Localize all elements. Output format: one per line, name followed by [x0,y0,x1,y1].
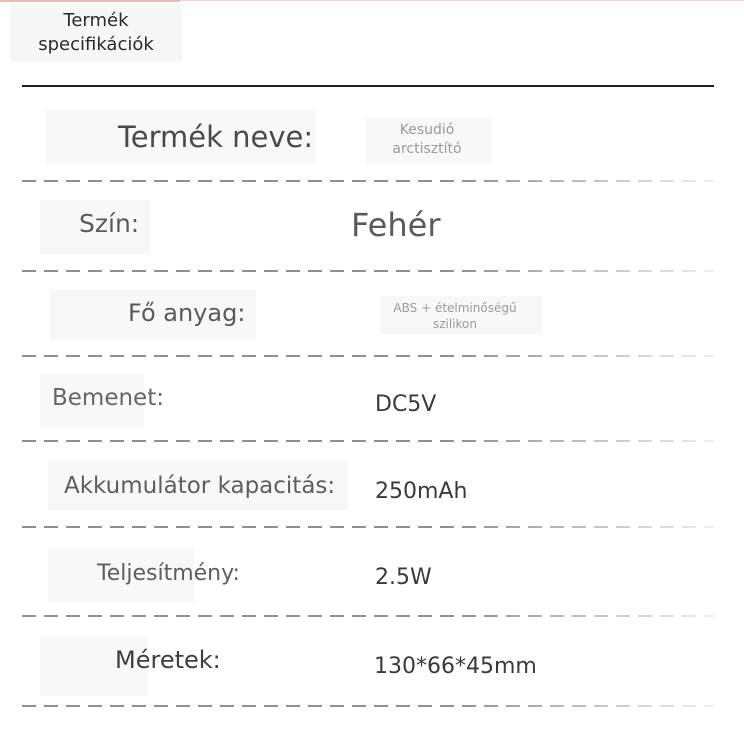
spec-header [10,4,182,62]
spec-value-power: 2.5W [375,565,432,590]
row-divider [22,180,714,182]
spec-value-material: ABS + ételminőségű szilikon [393,301,517,331]
row-divider [22,705,714,707]
spec-label-dimensions: Méretek: [115,646,221,674]
row-divider [22,615,714,617]
spec-value-color: Fehér [351,206,441,244]
top-accent-line-left [0,0,180,2]
spec-value-input: DC5V [375,392,437,417]
spec-header-title: Termék specifikációk [38,10,154,55]
row-divider [22,270,714,272]
row-divider [22,440,714,442]
spec-label-input: Bemenet: [52,385,164,411]
spec-value-dimensions: 130*66*45mm [374,654,537,679]
spec-label-power: Teljesítmény: [97,561,240,586]
spec-label-material: Fő anyag: [128,299,246,327]
spec-label-color: Szín: [79,209,140,238]
header-divider [22,85,714,87]
row-divider [22,526,714,528]
spec-value-battery: 250mAh [375,479,468,504]
spec-label-product-name: Termék neve: [118,120,314,154]
row-divider [22,355,714,357]
spec-label-battery: Akkumulátor kapacitás: [64,473,336,499]
spec-value-product-name: Kesudió arctisztító [392,122,462,157]
